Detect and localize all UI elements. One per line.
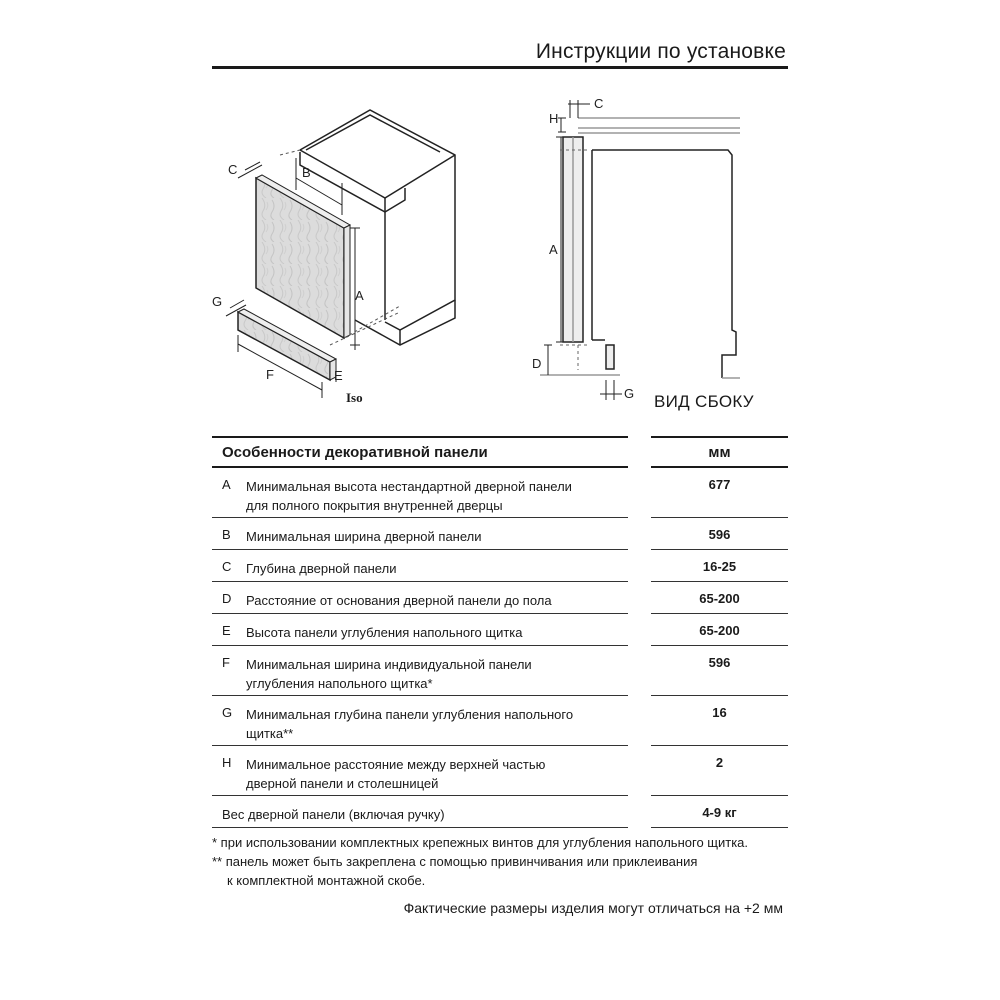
row-description: Вес дверной панели (включая ручку) [222,807,445,822]
row-letter: D [222,591,232,606]
iso-label-b: B [302,165,311,180]
side-label-g: G [624,386,635,401]
row-value: 596 [708,527,731,542]
footnote-2-cont: к комплектной монтажной скобе. [227,873,426,888]
table-row [212,468,788,518]
table-row [212,696,788,746]
footnote-1: * при использовании комплектных крепежных винтов для углубления напольного щитка. [212,835,749,850]
row-description: Глубина дверной панели [246,561,397,576]
table-header [212,436,788,468]
row-letter: E [222,623,231,638]
side-label-d: D [532,356,542,371]
dimensions-table [212,436,788,828]
iso-caption: Iso [346,390,363,405]
row-value: 4-9 кг [702,805,737,820]
table-row [212,646,788,696]
row-value: 16 [712,705,727,720]
side-label-h: H [549,111,559,126]
door-panel [256,175,350,338]
row-letter: A [222,477,231,492]
size-disclaimer: Фактические размеры изделия могут отличаться на +2 мм [403,900,783,916]
row-description: Минимальная ширина индивидуальной панели углубления напольного щитка* [246,657,532,691]
row-letter: B [222,527,231,542]
row-description: Расстояние от основания дверной панели до пола [246,593,552,608]
row-description: Минимальное расстояние между верхней частью дверной панели и столешницей [246,757,546,791]
row-letter: F [222,655,230,670]
row-description: Минимальная глубина панели углубления напольного щитка** [246,707,574,741]
row-letter: C [222,559,232,574]
row-letter: G [222,705,233,720]
table-header-label: Особенности декоративной панели [222,444,488,461]
iso-label-c: C [228,162,238,177]
iso-label-f: F [266,367,274,382]
table-header-unit: мм [708,444,731,461]
table-row [212,582,788,614]
iso-label-a: A [355,288,364,303]
row-value: 596 [708,655,731,670]
row-letter: H [222,755,232,770]
table-row [212,796,788,828]
row-value: 16-25 [702,559,737,574]
row-value: 677 [708,477,731,492]
side-label-c: C [594,96,604,111]
row-value: 65-200 [699,591,740,606]
table-row [212,746,788,796]
side-view [540,118,740,378]
row-description: Минимальная ширина дверной панели [246,529,482,544]
title-divider [212,66,788,69]
footnote-2: ** панель может быть закреплена с помощью привинчивания или приклеивания [212,854,698,869]
row-description: Высота панели углубления напольного щитка [246,625,523,640]
row-value: 65-200 [699,623,740,638]
row-value: 2 [715,755,724,770]
page-title: Инструкции по установке [535,40,786,63]
table-row [212,550,788,582]
table-row [212,518,788,550]
row-description: Минимальная высота нестандартной дверной панели для полного покрытия внутренней дверцы [246,479,572,513]
table-row [212,614,788,646]
iso-label-g: G [212,294,223,309]
side-view-caption: ВИД СБОКУ [654,392,754,411]
side-label-a: A [549,242,558,257]
iso-label-e: E [334,368,343,383]
iso-diagram [200,90,760,410]
